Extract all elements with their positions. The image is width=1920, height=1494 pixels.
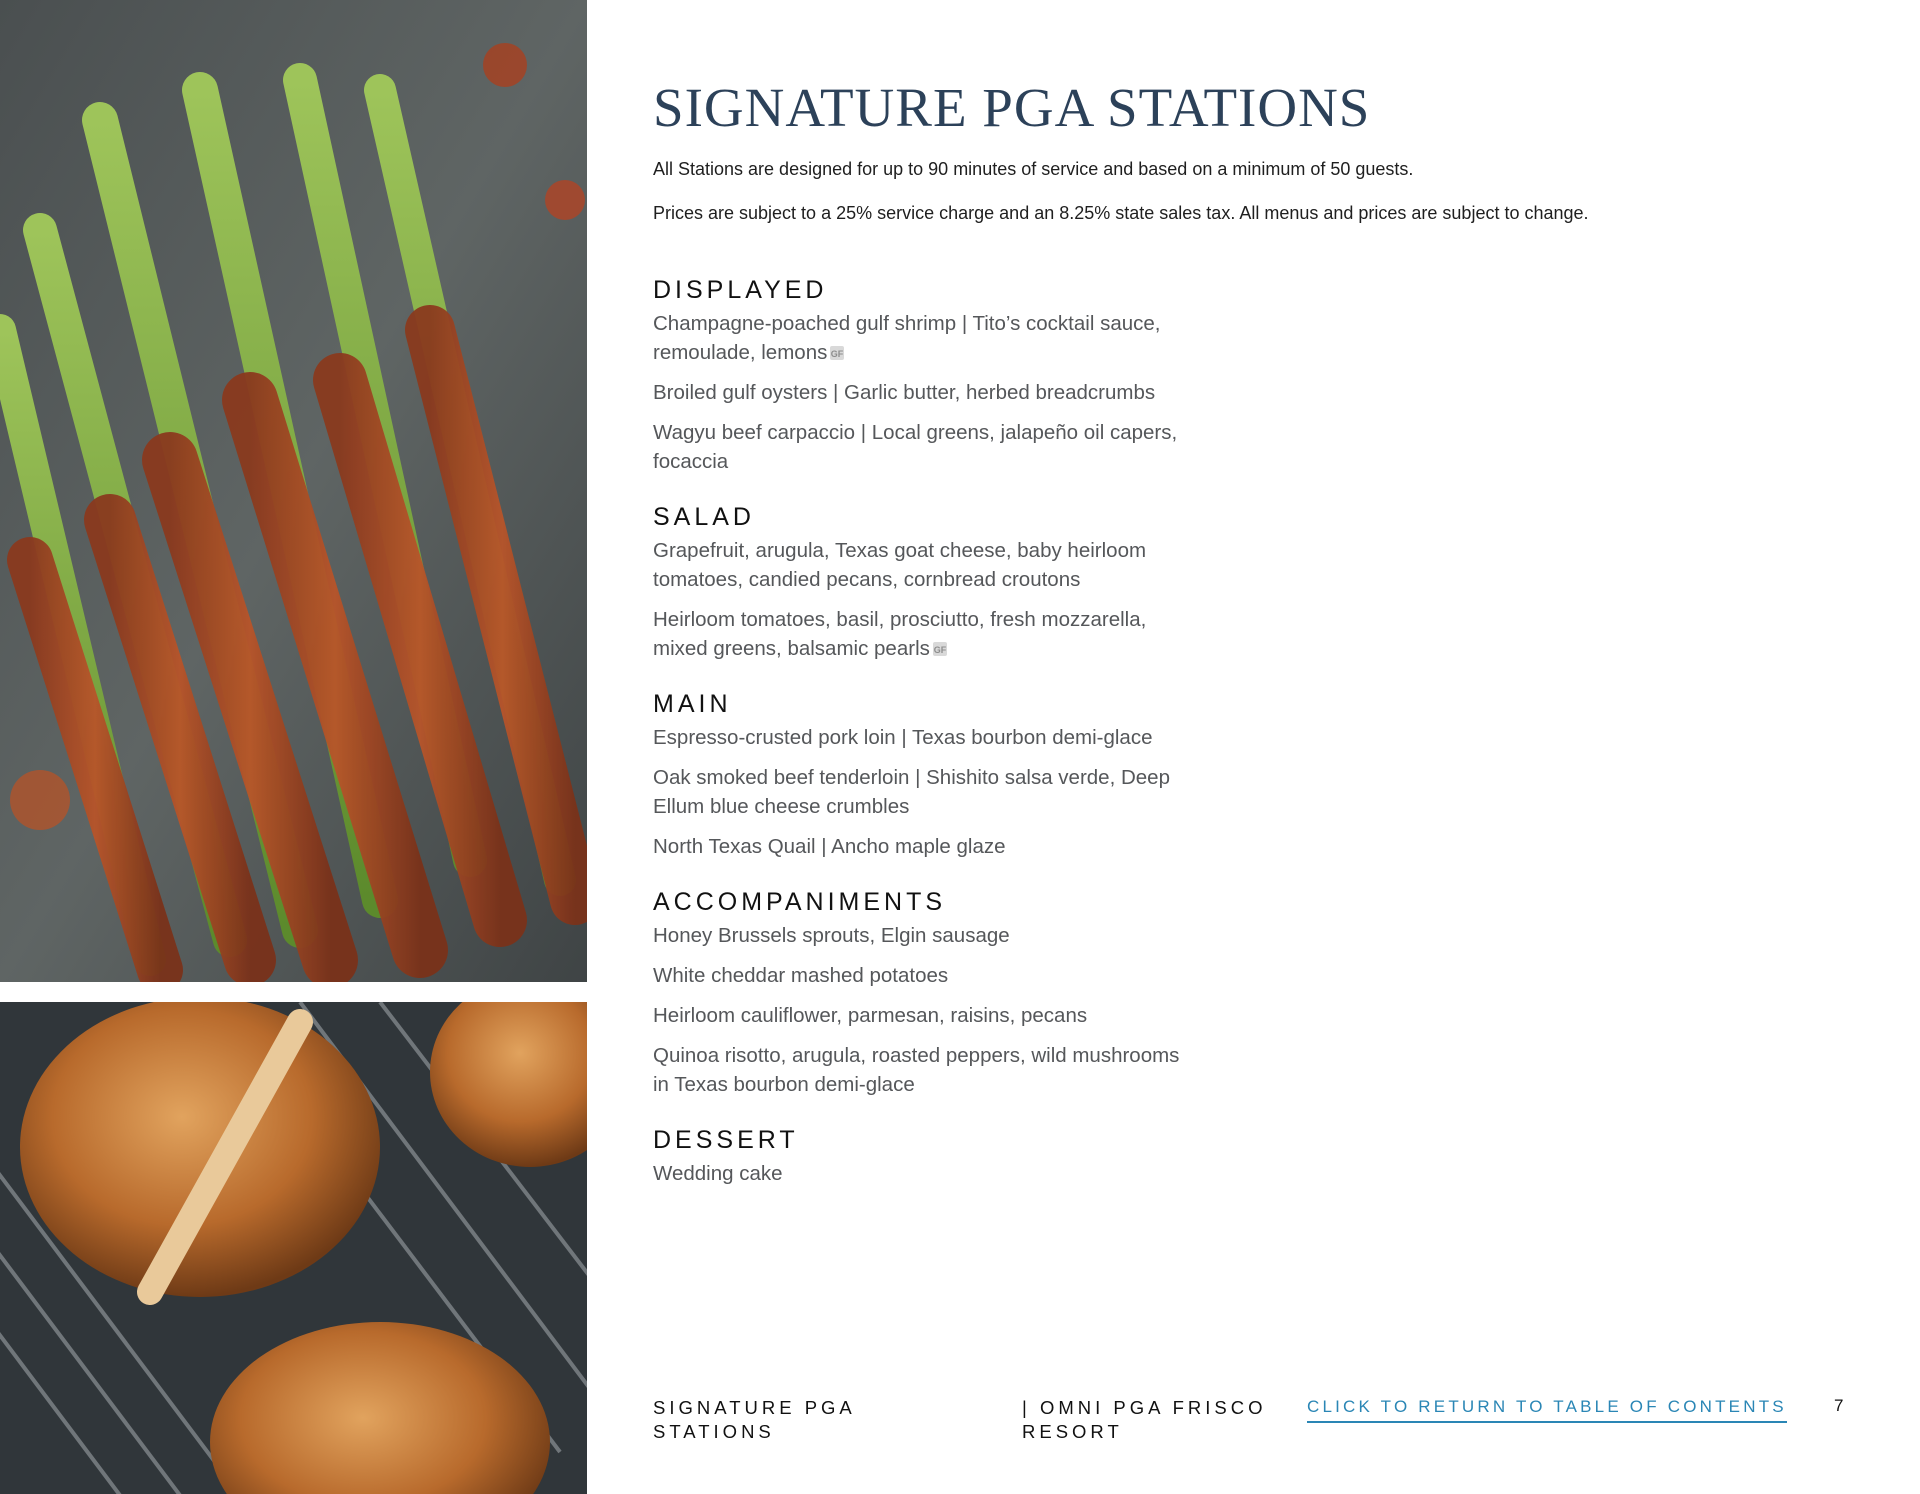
intro-service-note: All Stations are designed for up to 90 minutes of service and based on a minimum of 50 guests.: [653, 159, 1414, 179]
menu-item: [653, 536, 1193, 594]
menu-sections: [653, 275, 1193, 1214]
menu-item: [653, 763, 1193, 821]
menu-item: [653, 605, 1193, 663]
menu-item: [653, 418, 1193, 476]
menu-item-text: Heirloom cauliflower, parmesan, raisins, pecans: [653, 1004, 1088, 1027]
asparagus-prosciutto-photo: [0, 0, 587, 982]
menu-item-text: Heirloom tomatoes, basil, prosciutto, fresh mozzarella, mixed greens, balsamic pearls: [653, 608, 1147, 660]
toc-link[interactable]: CLICK TO RETURN TO TABLE OF CONTENTS: [1307, 1396, 1787, 1423]
gluten-free-icon: [829, 340, 845, 359]
menu-section-salad: [653, 502, 1193, 663]
page-title: SIGNATURE PGA STATIONS: [653, 77, 1371, 138]
intro-price-note: Prices are subject to a 25% service charge and an 8.25% state sales tax. All menus and prices are subject to change.: [653, 203, 1589, 223]
menu-item-text: Oak smoked beef tenderloin | Shishito salsa verde, Deep Ellum blue cheese crumbles: [653, 766, 1170, 818]
menu-item: [653, 378, 1193, 407]
menu-item: [653, 1159, 1193, 1188]
menu-item: [653, 961, 1193, 990]
menu-item-text: Champagne-poached gulf shrimp | Tito’s cocktail sauce, remoulade, lemons: [653, 312, 1161, 364]
menu-section-accompaniments: [653, 887, 1193, 1099]
menu-item-text: White cheddar mashed potatoes: [653, 964, 949, 987]
section-title: MAIN: [653, 690, 732, 718]
section-title: SALAD: [653, 503, 755, 531]
footer-section-name: SIGNATURE PGA STATIONS: [653, 1397, 855, 1442]
menu-item-text: Espresso-crusted pork loin | Texas bourbon demi-glace: [653, 726, 1153, 749]
menu-item: [653, 309, 1193, 367]
menu-item-text: Honey Brussels sprouts, Elgin sausage: [653, 924, 1010, 947]
footer-resort-name: | OMNI PGA FRISCO RESORT: [1022, 1397, 1267, 1442]
menu-item-text: Wagyu beef carpaccio | Local greens, jalapeño oil capers, focaccia: [653, 421, 1178, 473]
menu-item: [653, 1041, 1193, 1099]
menu-item: [653, 723, 1193, 752]
svg-text:GF: GF: [933, 645, 947, 655]
menu-item-text: North Texas Quail | Ancho maple glaze: [653, 835, 1006, 858]
page-number: 7: [1834, 1396, 1844, 1415]
menu-section-dessert: [653, 1125, 1193, 1188]
section-title: DISPLAYED: [653, 276, 828, 304]
section-title: ACCOMPANIMENTS: [653, 888, 947, 916]
menu-item: [653, 832, 1193, 861]
footer: [0, 1396, 1920, 1456]
svg-text:GF: GF: [831, 349, 844, 359]
menu-item-text: Quinoa risotto, arugula, roasted peppers, wild mushrooms in Texas bourbon demi-glace: [653, 1044, 1180, 1096]
menu-item-text: Wedding cake: [653, 1162, 783, 1185]
menu-item: [653, 1001, 1193, 1030]
menu-item-text: Broiled gulf oysters | Garlic butter, herbed breadcrumbs: [653, 381, 1156, 404]
menu-section-displayed: [653, 275, 1193, 476]
menu-item-text: Grapefruit, arugula, Texas goat cheese, baby heirloom tomatoes, candied pecans, cornbread croutons: [653, 539, 1147, 591]
menu-item: [653, 921, 1193, 950]
menu-section-main: [653, 689, 1193, 861]
gluten-free-icon: [932, 636, 948, 655]
section-title: DESSERT: [653, 1126, 799, 1154]
